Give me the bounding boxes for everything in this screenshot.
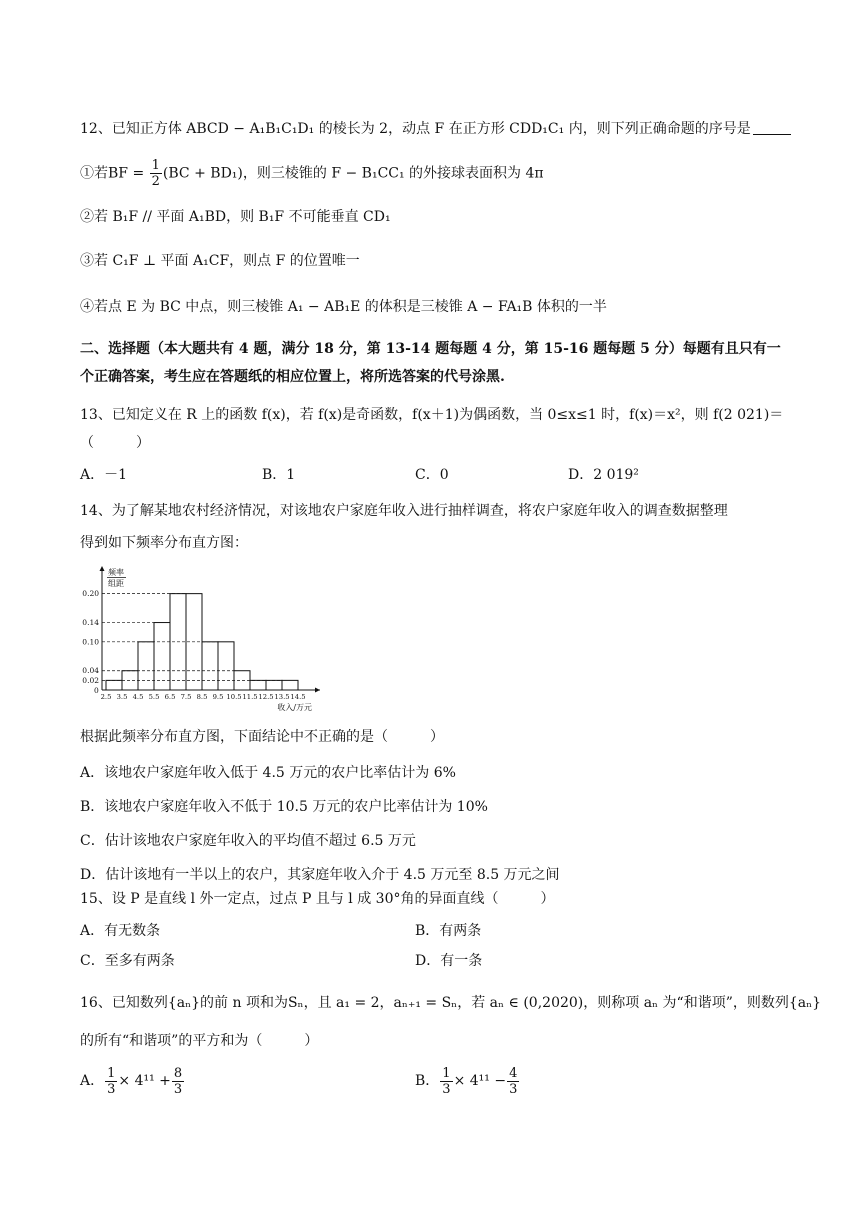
q13-option-d: D．2 019² — [568, 467, 639, 483]
y-tick-label: 0.10 — [82, 637, 99, 647]
answer-blank — [753, 120, 791, 135]
histogram-bar — [154, 623, 170, 690]
q13-option-c: C．0 — [415, 467, 449, 483]
vector-bf: BF = — [108, 165, 149, 182]
q14-option-d: D．估计该地有一半以上的农户，其家庭年收入介于 4.5 万元至 8.5 万元之间 — [80, 867, 560, 883]
x-tick-label: 5.5 — [148, 693, 160, 701]
x-tick-label: 4.5 — [132, 693, 144, 701]
x-tick-label: 11.5 — [242, 693, 258, 701]
x-axis-label: 收入/万元 — [277, 703, 312, 712]
q15-stem: 15、设 P 是直线 l 外一定点，过点 P 且与 l 成 30°角的异面直线（ ） — [80, 891, 555, 907]
y-axis-label-top: 频率 — [108, 568, 124, 577]
y-tick-label: 0.14 — [82, 618, 99, 628]
q16-option-b: B． $\frac{1}{3}$ × 4¹¹ − $\frac{4}{3}$ — [415, 1065, 518, 1097]
y-tick-label: 0.20 — [82, 589, 99, 599]
y-tick-label: 0.02 — [82, 675, 99, 685]
x-tick-label: 7.5 — [180, 693, 192, 701]
histogram-bar — [106, 680, 122, 690]
x-tick-label: 13.5 — [274, 693, 290, 701]
x-axis-arrow — [315, 688, 320, 693]
q16-option-a: A． $\frac{1}{3}$ × 4¹¹ + $\frac{8}{3}$ — [80, 1065, 183, 1097]
x-tick-label: 14.5 — [290, 693, 306, 701]
x-tick-label: 12.5 — [258, 693, 274, 701]
histogram-bar — [282, 680, 298, 690]
q13-parens: （ ） — [80, 435, 150, 451]
y-axis-label-bottom: 组距 — [108, 579, 124, 588]
q14-question: 根据此频率分布直方图，下面结论中不正确的是（ ） — [80, 729, 444, 745]
histogram-bar — [218, 642, 234, 690]
q12-statement-2: ②若 B₁F // 平面 A₁BD，则 B₁F 不可能垂直 CD₁ — [80, 209, 391, 225]
vector-sum: (BC + BD₁) — [162, 165, 243, 182]
fraction: $\frac{8}{3}$ — [173, 1065, 183, 1097]
fraction-half: $\frac{1}{2}$ — [151, 158, 160, 189]
q12-statement-3: ③若 C₁F ⊥ 平面 A₁CF，则点 F 的位置唯一 — [80, 253, 360, 269]
q14-option-a: A．该地农户家庭年收入低于 4.5 万元的农户比率估计为 6% — [80, 765, 456, 781]
q14-stem-line1: 14、为了解某地农村经济情况，对该地农户家庭年收入进行抽样调查，将农户家庭年收入的调查数据整理 — [80, 503, 728, 519]
fraction: $\frac{1}{3}$ — [442, 1065, 451, 1097]
histogram-bar — [266, 680, 282, 690]
q13-option-b: B．1 — [262, 467, 296, 483]
section-2-header-line2: 个正确答案，考生应在答题纸的相应位置上，将所选答案的代号涂黑. — [80, 369, 505, 385]
histogram-bar — [202, 642, 218, 690]
histogram-bar — [250, 680, 266, 690]
frequency-histogram — [76, 562, 376, 716]
origin-label: 0 — [94, 686, 99, 695]
q15-option-b: B．有两条 — [415, 923, 482, 939]
q14-option-b: B．该地农户家庭年收入不低于 10.5 万元的农户比率估计为 10% — [80, 799, 488, 815]
fraction: $\frac{1}{3}$ — [107, 1065, 116, 1097]
q12-statement-4: ④若点 E 为 BC 中点，则三棱锥 A₁ − AB₁E 的体积是三棱锥 A − FA₁B 体积的一半 — [80, 299, 607, 315]
x-tick-label: 3.5 — [116, 693, 128, 701]
q15-option-c: C．至多有两条 — [80, 953, 175, 969]
q15-option-a: A．有无数条 — [80, 923, 161, 939]
x-tick-label: 2.5 — [100, 693, 112, 701]
histogram-bar — [138, 642, 154, 690]
q15-option-d: D．有一条 — [415, 953, 483, 969]
q12-statement-1: ①若BF = $\frac{1}{2}$ (BC + BD₁)，则三棱锥的 F − B₁CC₁ 的外接球表面积为 4π — [80, 158, 544, 189]
x-tick-label: 10.5 — [226, 693, 242, 701]
q14-stem-line2: 得到如下频率分布直方图： — [80, 535, 248, 551]
q13-stem: 13、已知定义在 R 上的函数 f(x)，若 f(x)是奇函数，f(x＋1)为偶函数，当 0≤x≤1 时，f(x)＝x²，则 f(2 021)＝ — [80, 407, 784, 423]
q16-stem-line1: 16、已知数列{aₙ}的前 n 项和为Sₙ，且 a₁ = 2，aₙ₊₁ = Sₙ，若 aₙ ∈ (0,2020)，则称项 aₙ 为“和谐项”，则数列{aₙ} — [80, 995, 822, 1011]
x-tick-label: 6.5 — [164, 693, 176, 701]
section-2-header-line1: 二、选择题（本大题共有 4 题，满分 18 分，第 13-14 题每题 4 分，第 15-16 题每题 5 分）每题有且只有一 — [80, 341, 781, 357]
x-tick-label: 8.5 — [196, 693, 208, 701]
y-axis-arrow — [100, 566, 105, 571]
fraction: $\frac{4}{3}$ — [509, 1065, 518, 1097]
q16-stem-line2: 的所有“和谐项”的平方和为（ ） — [80, 1033, 319, 1049]
q14-option-c: C．估计该地农户家庭年收入的平均值不超过 6.5 万元 — [80, 833, 416, 849]
y-tick-label: 0.04 — [82, 666, 99, 676]
q13-option-a: A．－1 — [80, 467, 128, 483]
q12-stem: 12、已知正方体 ABCD − A₁B₁C₁D₁ 的棱长为 2，动点 F 在正方形 CDD₁C₁ 内，则下列正确命题的序号是 — [80, 118, 791, 140]
x-tick-label: 9.5 — [212, 693, 224, 701]
